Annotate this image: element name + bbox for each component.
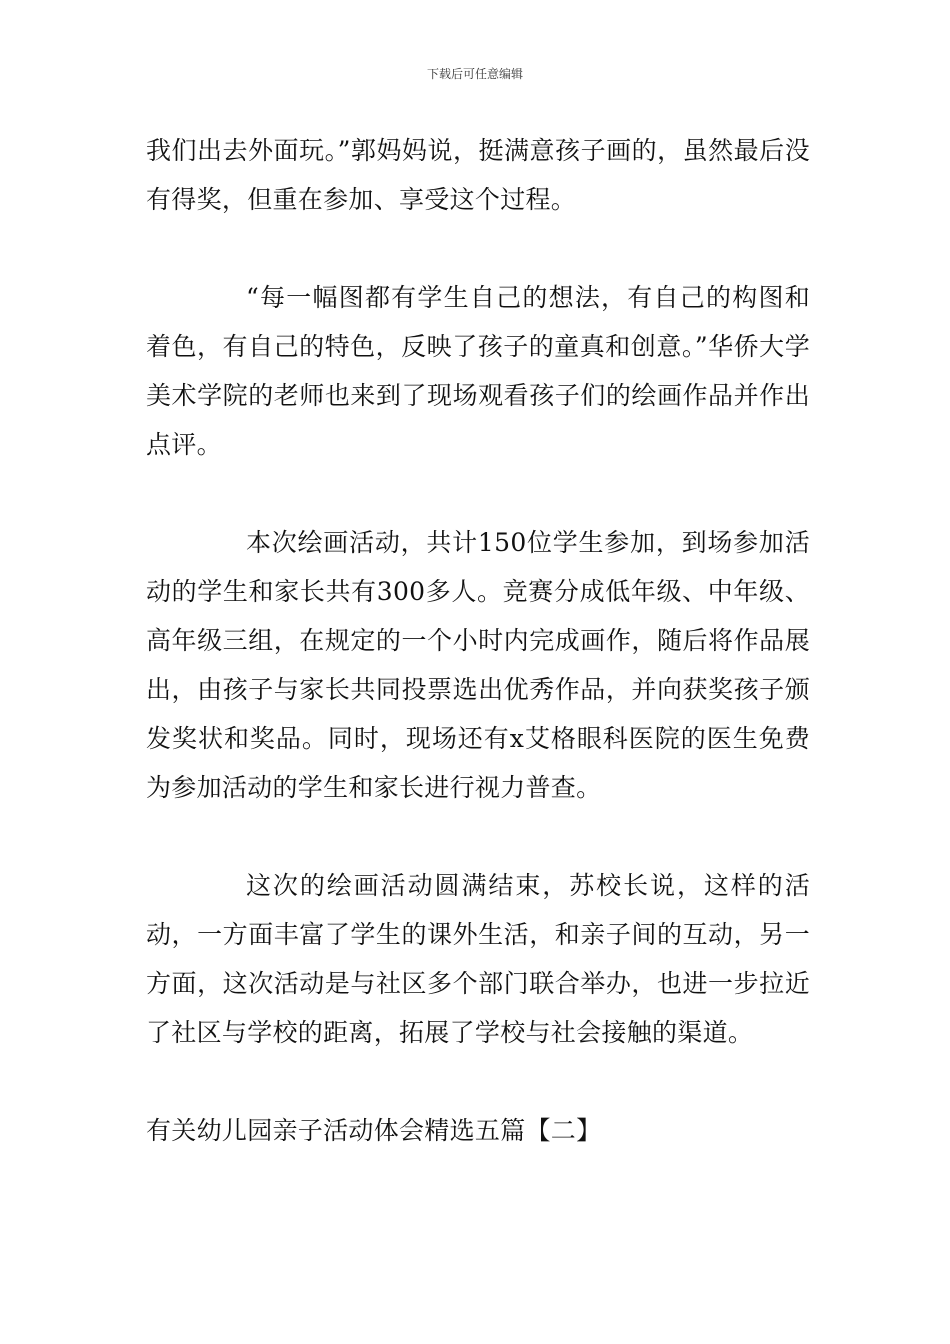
paragraph-3: 本次绘画活动，共计150位学生参加，到场参加活动的学生和家长共有300多人。竞赛分成低年级、中年级、高年级三组，在规定的一个小时内完成画作，随后将作品展出，由孩子与家长共同投票选出优秀作品，并向获奖孩子颁发奖状和奖品。同时，现场还有x艾格眼科医院的医生免费为参加活动的学生和家长进行视力普查。 xyxy=(146,528,810,802)
paragraph-gap xyxy=(146,469,810,518)
paragraph-1: 我们出去外面玩。”郭妈妈说，挺满意孩子画的，虽然最后没有得奖，但重在参加、享受这个过程。 xyxy=(146,136,810,214)
paragraph-gap xyxy=(146,1057,810,1106)
paragraph-gap xyxy=(146,224,810,273)
paragraph-2: “每一幅图都有学生自己的想法，有自己的构图和着色，有自己的特色，反映了孩子的童真和创意。”华侨大学美术学院的老师也来到了现场观看孩子们的绘画作品并作出点评。 xyxy=(146,283,810,459)
section-heading: 有关幼儿园亲子活动体会精选五篇【二】 xyxy=(146,1116,602,1145)
document-body xyxy=(146,126,810,1155)
page-header: 下载后可任意编辑 xyxy=(426,67,523,81)
paragraph-gap xyxy=(146,812,810,861)
paragraph-4: 这次的绘画活动圆满结束，苏校长说，这样的活动，一方面丰富了学生的课外生活，和亲子间的互动，另一方面，这次活动是与社区多个部门联合举办，也进一步拉近了社区与学校的距离，拓展了学校与社会接触的渠道。 xyxy=(146,871,810,1047)
